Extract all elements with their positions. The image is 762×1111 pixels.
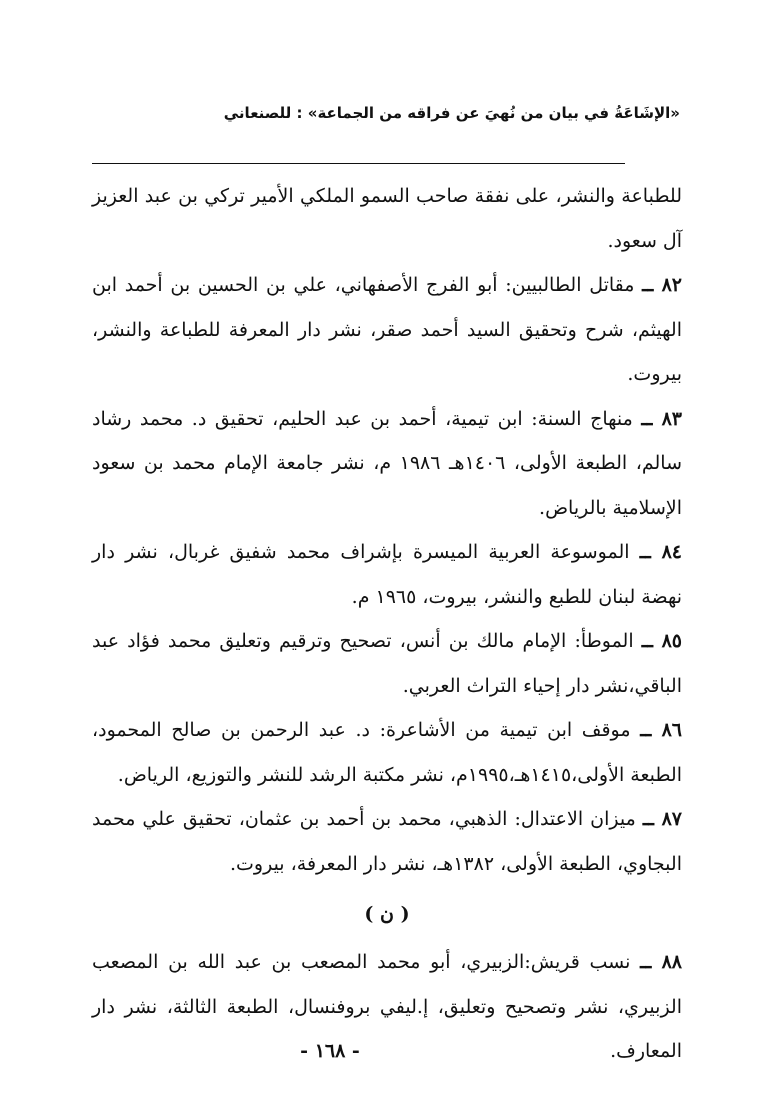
entry-text: موقف ابن تيمية من الأشاعرة: د. عبد الرحمن بن صالح المحمود، الطبعة الأولى،١٤١٥هـ،١٩٩٥م، نشر مكتبة الرشد للنشر والتوزيع، الرياض. — [92, 719, 682, 786]
section-letter-heading: ( ن ) — [364, 903, 410, 925]
entry-text: للطباعة والنشر، على نفقة صاحب السمو الملكي الأمير تركي بن عبد العزيز آل سعود. — [92, 185, 682, 252]
bibliography-entry-84 — [92, 530, 682, 619]
entry-number: ٨٢ ــ — [642, 274, 682, 296]
entry-number: ٨٨ ــ — [640, 951, 682, 973]
bibliography-entry-87 — [92, 797, 682, 886]
bibliography-entry-continued — [92, 174, 682, 263]
entry-text: الموطأ: الإمام مالك بن أنس، تصحيح وترقيم وتعليق محمد فؤاد عبد الباقي،نشر دار إحياء التراث العربي. — [92, 630, 682, 697]
entry-number: ٨٧ ــ — [642, 808, 682, 830]
entry-number: ٨٤ ــ — [639, 541, 683, 563]
bibliography-entry-82 — [92, 263, 682, 397]
entry-text: منهاج السنة: ابن تيمية، أحمد بن عبد الحليم، تحقيق د. محمد رشاد سالم، الطبعة الأولى، ١٤٠٦هـ ١٩٨٦ م، نشر جامعة الإمام محمد بن سعود الإسلامية بالرياض. — [92, 407, 682, 519]
bibliography-entry-83 — [92, 397, 682, 531]
entry-text: ميزان الاعتدال: الذهبي، محمد بن أحمد بن عثمان، تحقيق علي محمد البجاوي، الطبعة الأولى، ١٣٨٢هـ، نشر دار المعرفة، بيروت. — [92, 808, 682, 875]
bibliography-body — [92, 174, 682, 1074]
entry-number: ٨٣ ــ — [641, 407, 682, 430]
bibliography-entry-86 — [92, 708, 682, 797]
entry-number: ٨٥ ــ — [641, 630, 682, 652]
running-header: «الإشَاعَةُ في بيان من نُهيَ عن فراقه من الجماعة» : للصنعاني — [223, 104, 680, 122]
entry-text: الموسوعة العربية الميسرة بإشراف محمد شفيق غربال، نشر دار نهضة لبنان للطبع والنشر، بيروت، ١٩٦٥ م. — [92, 541, 682, 608]
entry-text: نسب قريش:الزبيري، أبو محمد المصعب بن عبد الله بن المصعب الزبيري، نشر وتصحيح وتعليق، إ.ليفي بروفنسال، الطبعة الثالثة، نشر دار المعارف. — [92, 951, 682, 1062]
entry-text: مقاتل الطالبيين: أبو الفرج الأصفهاني، علي بن الحسين بن أحمد ابن الهيثم، شرح وتحقيق السيد أحمد صقر، نشر دار المعرفة للطباعة والنشر، بيروت. — [92, 274, 682, 385]
bibliography-entry-85 — [92, 619, 682, 708]
header-rule — [92, 163, 625, 164]
page-number: - ١٦٨ - — [300, 1040, 360, 1062]
entry-number: ٨٦ ــ — [640, 719, 682, 741]
